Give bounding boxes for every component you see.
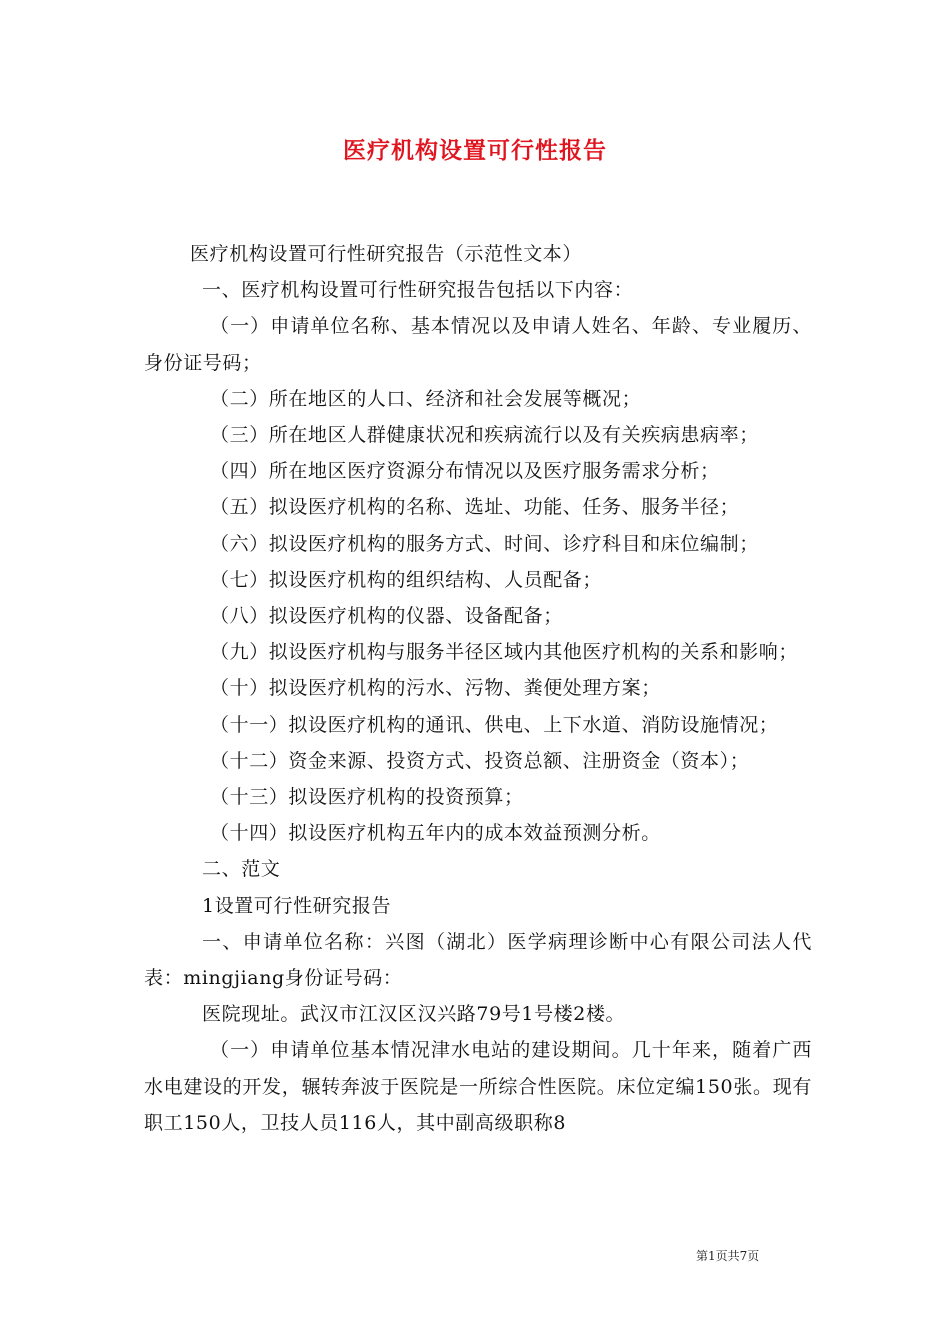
- paragraph-item-13: （十三）拟设医疗机构的投资预算；: [210, 786, 524, 809]
- paragraph-item-9: （九）拟设医疗机构与服务半径区域内其他医疗机构的关系和影响；: [210, 641, 799, 664]
- document-title: 医疗机构设置可行性报告: [343, 137, 607, 164]
- paragraph-section-one: 一、医疗机构设置可行性研究报告包括以下内容：: [202, 279, 634, 302]
- paragraph-section-two: 二、范文: [202, 858, 281, 881]
- page-footer: [696, 1247, 816, 1264]
- paragraph-item-8: （八）拟设医疗机构的仪器、设备配备；: [210, 605, 563, 628]
- paragraph-heading: 医疗机构设置可行性研究报告（示范性文本）: [190, 243, 583, 265]
- paragraph-item-3: （三）所在地区人群健康状况和疾病流行以及有关疾病患病率；: [210, 424, 759, 447]
- document-body: [144, 236, 812, 1141]
- paragraph-item-14: （十四）拟设医疗机构五年内的成本效益预测分析。: [210, 822, 661, 845]
- paragraph-basic-info: （一）申请单位基本情况津水电站的建设期间。几十年来，随着广西水电建设的开发，辗转奔波于医院是一所综合性医院。床位定编150张。现有职工150人，卫技人员116人，其中副高级职称8: [144, 1039, 812, 1134]
- paragraph-item-1: （一）申请单位名称、基本情况以及申请人姓名、年龄、专业履历、身份证号码；: [144, 315, 812, 374]
- paragraph-item-5: （五）拟设医疗机构的名称、选址、功能、任务、服务半径；: [210, 496, 740, 519]
- paragraph-applicant: 一、申请单位名称：兴图（湖北）医学病理诊断中心有限公司法人代表：mingjiang身份证号码：: [144, 930, 812, 990]
- paragraph-item-2: （二）所在地区的人口、经济和社会发展等概况；: [210, 387, 642, 410]
- paragraph-item-4: （四）所在地区医疗资源分布情况以及医疗服务需求分析；: [210, 460, 720, 483]
- paragraph-address: 医院现址。武汉市江汉区汉兴路79号1号楼2楼。: [202, 1003, 626, 1026]
- page-number-label: 第1页共7页: [696, 1249, 760, 1263]
- paragraph-item-10: （十）拟设医疗机构的污水、污物、粪便处理方案；: [210, 677, 661, 700]
- paragraph-item-7: （七）拟设医疗机构的组织结构、人员配备；: [210, 568, 603, 591]
- paragraph-item-11: （十一）拟设医疗机构的通讯、供电、上下水道、消防设施情况；: [210, 713, 779, 736]
- paragraph-item-12: （十二）资金来源、投资方式、投资总额、注册资金（资本）；: [210, 749, 750, 772]
- paragraph-item-6: （六）拟设医疗机构的服务方式、时间、诊疗科目和床位编制；: [210, 532, 759, 555]
- paragraph-sample-title: 1设置可行性研究报告: [202, 894, 392, 917]
